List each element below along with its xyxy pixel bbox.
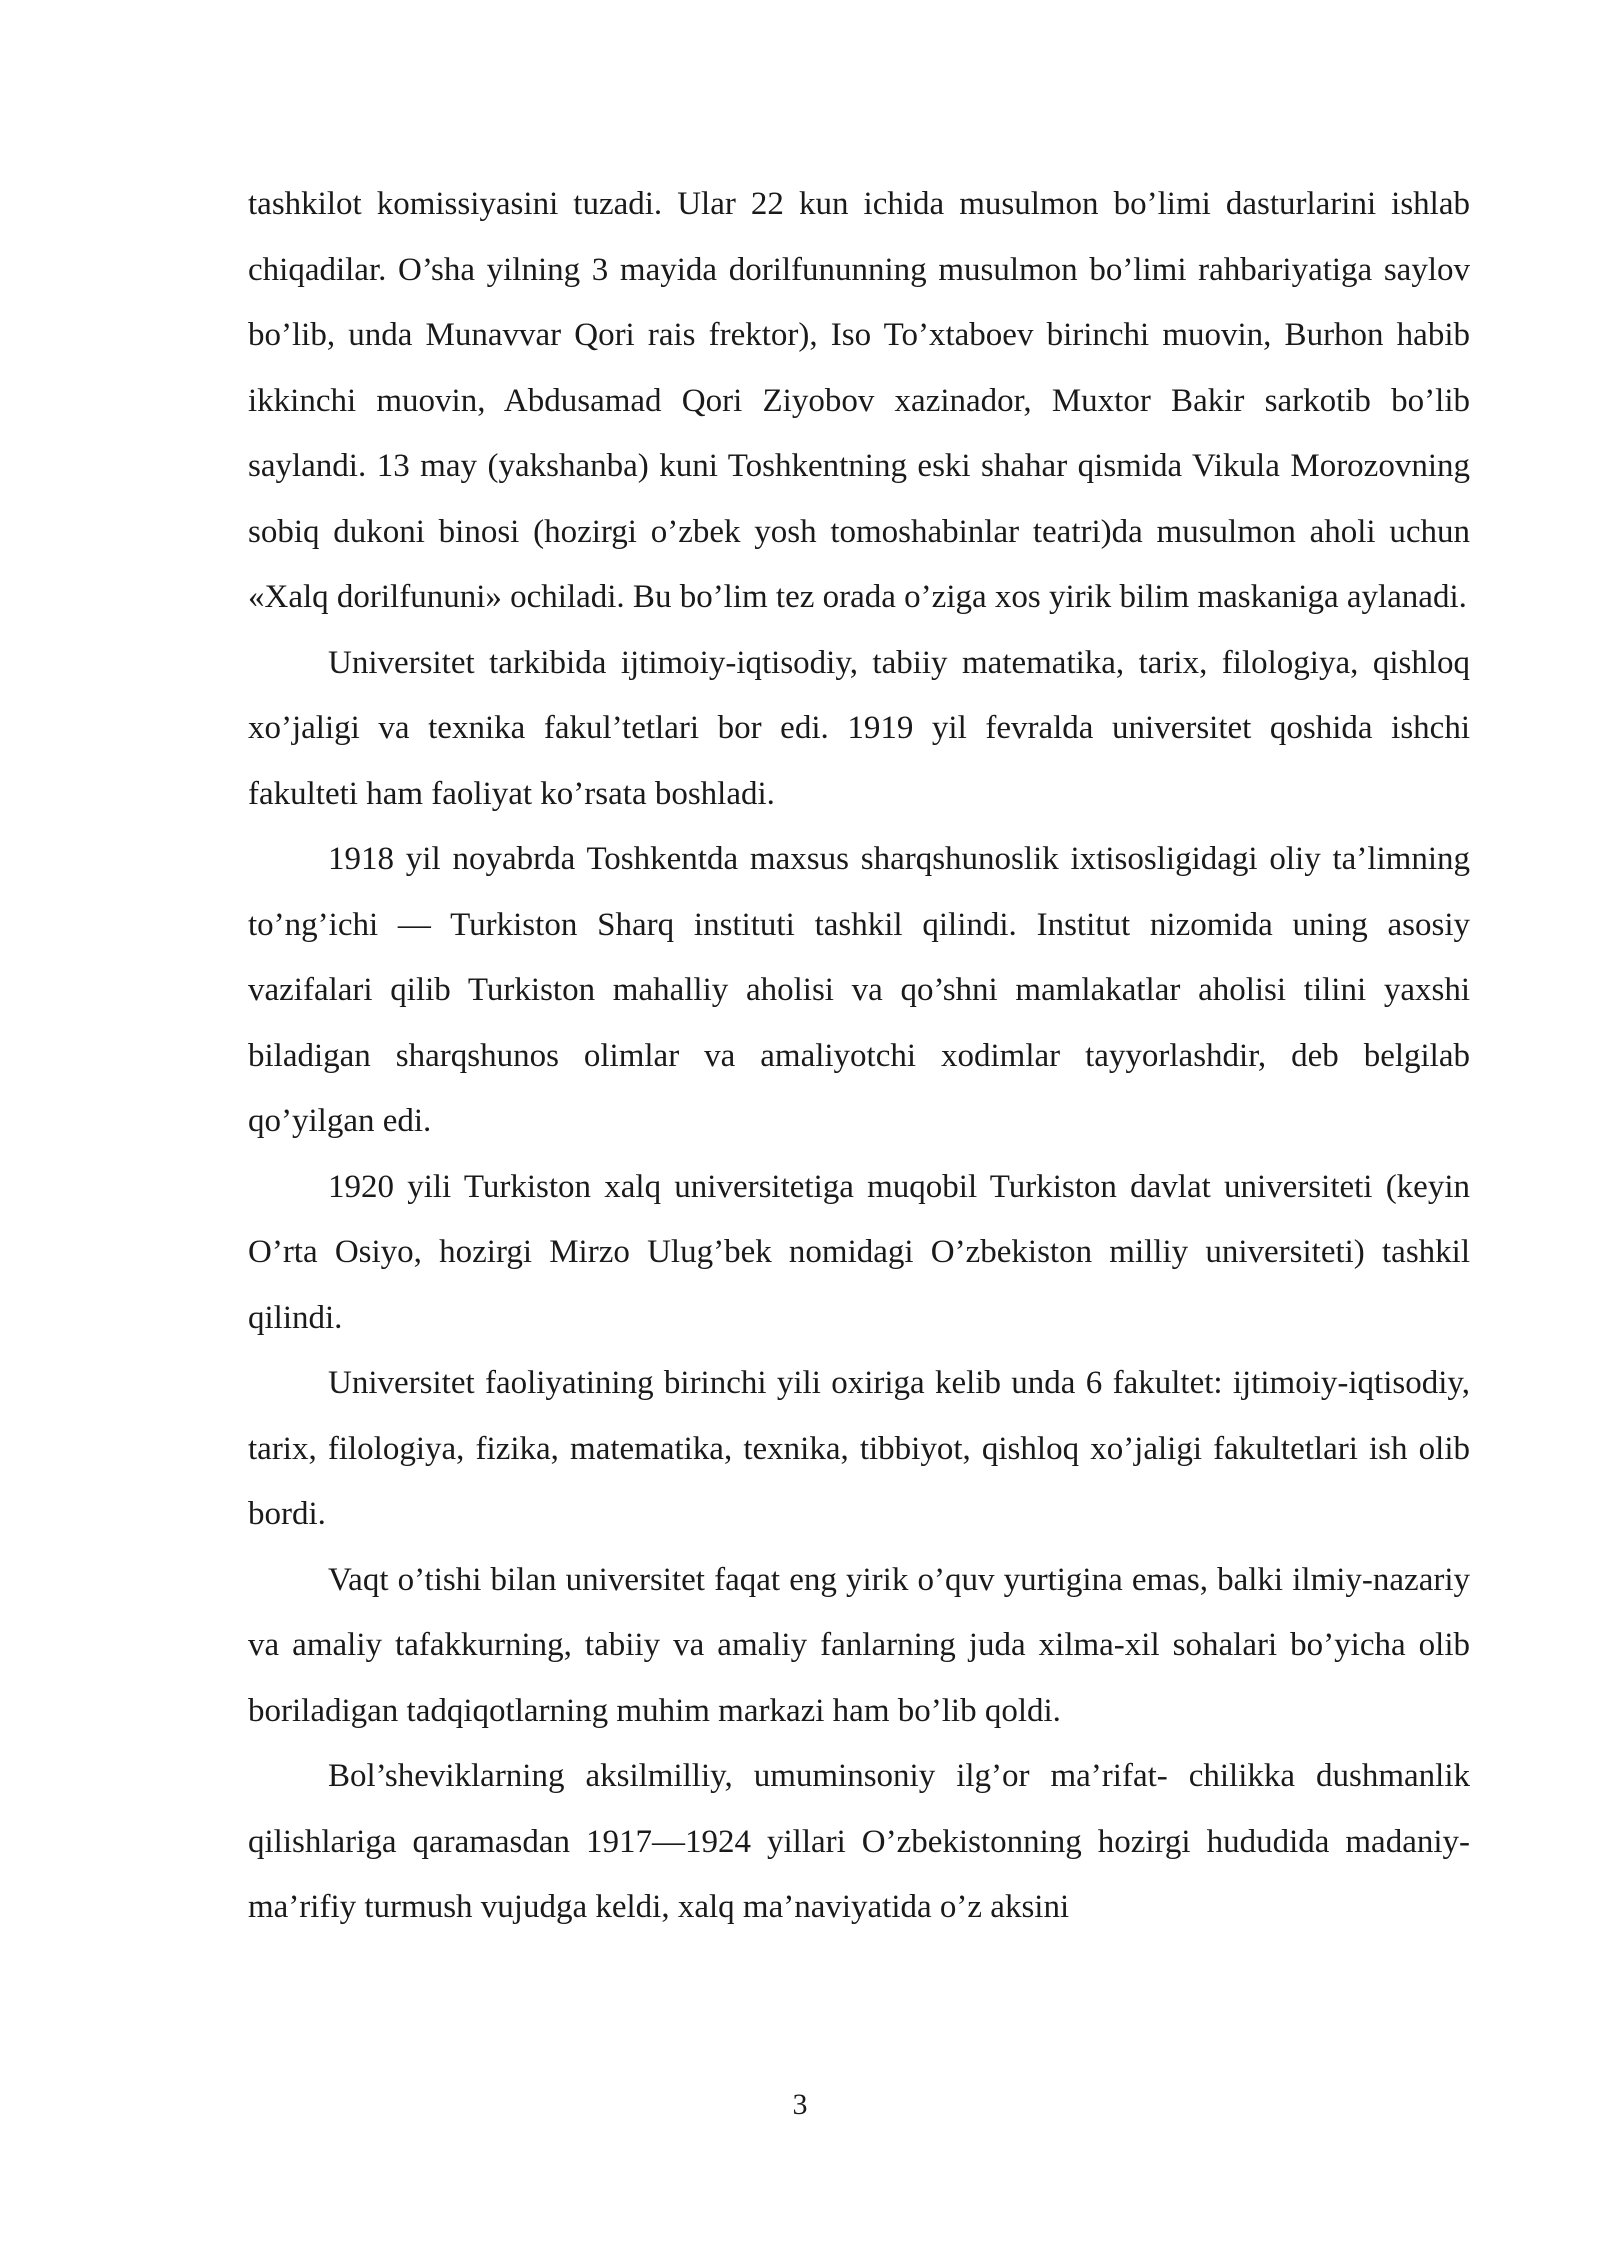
paragraph-2: Universitet tarkibida ijtimoiy-iqtisodiy, tabiiy matematika, tarix, filologiya, qishloq xo’jaligi va texnika fakul’tetlari bor edi. 1919 yil fevralda universitet qoshida ishchi fakulteti ham faoliyat ko’rsata boshladi. bbox=[248, 644, 1470, 812]
paragraph-4: 1920 yili Turkiston xalq universitetiga muqobil Turkiston davlat universiteti (keyin O’rta Osiyo, hozirgi Mirzo Ulug’bek nomidagi O’zbekiston milliy universiteti) tashkil qilindi. bbox=[248, 1168, 1470, 1336]
paragraph-1: tashkilot komissiyasini tuzadi. Ular 22 kun ichida musulmon bo’limi dasturlarini ishlab chiqadilar. O’sha yilning 3 mayida dorilfununning musulmon bo’limi rahbariyatiga saylov bo’lib, unda Munavvar Qori rais frektor), Iso To’xtaboev birinchi muovin, Burhon habib ikkinchi muovin, Abdusamad Qori Ziyobov xazinador, Muxtor Bakir sarkotib bo’lib saylandi. 13 may (yakshanba) kuni Toshkentning eski shahar qismida Vikula Morozovning sobiq dukoni binosi (hozirgi o’zbek yosh tomoshabinlar teatri)da musulmon aholi uchun «Xalq dorilfununi» ochiladi. Bu bo’lim tez orada o’ziga xos yirik bilim maskaniga aylanadi. bbox=[248, 186, 1470, 615]
paragraph-3: 1918 yil noyabrda Toshkentda maxsus sharqshunoslik ixtisosligidagi oliy ta’limning to’ng’ichi — Turkiston Sharq instituti tashkil qilindi. Institut nizomida uning asosiy vazifalari qilib Turkiston mahalliy aholisi va qo’shni mamlakatlar aholisi tilini yaxshi biladigan sharqshunos olimlar va amaliyotchi xodimlar tayyorlashdir, deb belgilab qo’yilgan edi. bbox=[248, 841, 1470, 1139]
page-number: 3 bbox=[792, 2088, 808, 2121]
paragraph-6: Vaqt o’tishi bilan universitet faqat eng yirik o’quv yurtigina emas, balki ilmiy-nazariy va amaliy tafakkurning, tabiiy va amaliy fanlarning juda xilma-xil sohalari bo’yicha olib boriladigan tadqiqotlarning muhim markazi ham bo’lib qoldi. bbox=[248, 1561, 1470, 1729]
document-body bbox=[248, 172, 1470, 1941]
paragraph-7: Bol’sheviklarning aksilmilliy, umuminsoniy ilg’or ma’rifat- chilikka dushmanlik qilishlariga qaramasdan 1917—1924 yillari O’zbekistonning hozirgi hududida madaniy-ma’rifiy turmush vujudga keldi, xalq ma’naviyatida o’z aksini bbox=[248, 1758, 1470, 1925]
paragraph-5: Universitet faoliyatining birinchi yili oxiriga kelib unda 6 fakultet: ijtimoiy-iqtisodiy, tarix, filologiya, fizika, matematika, texnika, tibbiyot, qishloq xo’jaligi fakultetlari ish olib bordi. bbox=[248, 1365, 1470, 1532]
